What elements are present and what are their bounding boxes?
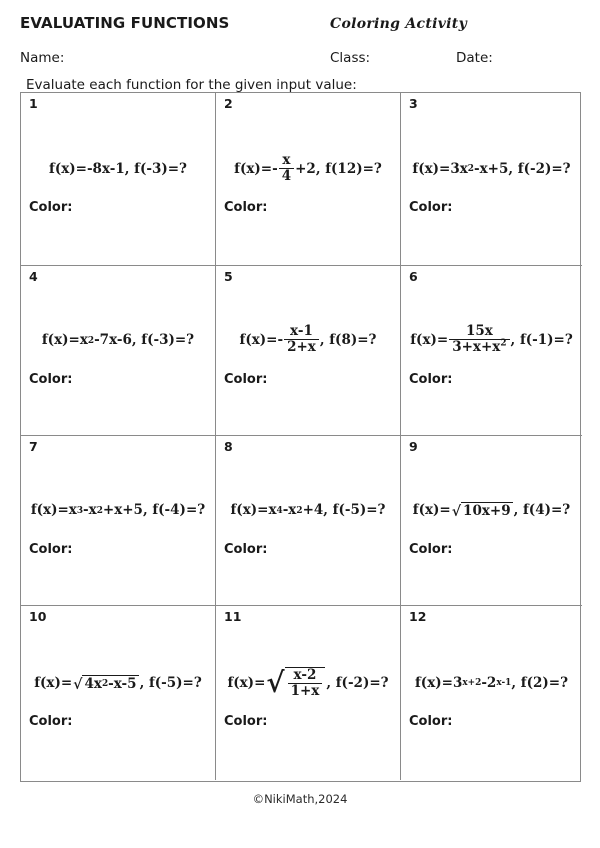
problem-number: 2 [224, 96, 233, 111]
equation-prefix: f(x)= [227, 674, 266, 691]
instructions-text: Evaluate each function for the given input value: [26, 77, 357, 93]
problem-number: 9 [409, 439, 418, 454]
problem-equation [29, 152, 207, 186]
problem-cell-9[interactable] [401, 436, 582, 606]
problem-number: 10 [29, 609, 47, 624]
problem-equation: f(x)=x 2 -7x-6, f(-3)=? [41, 332, 195, 349]
problem-body [29, 454, 207, 599]
problem-body [29, 284, 207, 429]
equation-mid: , [326, 674, 332, 691]
fraction [288, 668, 323, 700]
color-answer-label[interactable]: Color: [409, 200, 453, 216]
problem-number: 6 [409, 269, 418, 284]
fraction-denominator: 1+x [290, 682, 320, 699]
problem-cell-2[interactable] [216, 93, 401, 266]
color-answer-label[interactable]: Color: [409, 541, 453, 557]
equation-mid: +2, [295, 160, 321, 177]
problem-number: 1 [29, 96, 38, 111]
color-answer-label[interactable]: Color: [29, 541, 73, 557]
problem-cell-1[interactable] [21, 93, 216, 266]
equation-suffix: f(-3)=? [141, 332, 195, 349]
problem-equation: f(x)=3 x+2 -2 x-1 , f(2)=? [415, 674, 568, 691]
radicand-suffix: -x-5 [108, 675, 137, 692]
radicand [285, 667, 326, 701]
problem-cell-3[interactable] [401, 93, 582, 266]
equation-suffix: f(2)=? [520, 674, 568, 691]
equation-mid: -7x-6, [94, 332, 137, 349]
color-answer-label[interactable]: Color: [224, 714, 268, 730]
activity-subtitle: Coloring Activity [330, 16, 467, 32]
problem-body [224, 624, 392, 774]
fraction-numerator: x [279, 153, 294, 169]
problem-cell-10[interactable] [21, 606, 216, 780]
equation-suffix: f(-3)=? [134, 160, 187, 177]
problem-body [409, 111, 574, 259]
problem-cell-7[interactable] [21, 436, 216, 606]
problem-equation: f(x)=x 3 -x 2 +x+5, f(-4)=? [30, 502, 206, 519]
problem-body [409, 624, 574, 774]
problem-body [409, 454, 574, 599]
problem-body [224, 111, 392, 259]
problem-equation [409, 494, 574, 528]
equation-suffix: f(-2)=? [517, 160, 571, 177]
equation-mid: -2 [481, 674, 497, 691]
problem-number: 8 [224, 439, 233, 454]
problem-cell-6[interactable] [401, 266, 582, 436]
equation-prefix: f(x)=- [239, 332, 284, 349]
problem-equation [29, 666, 207, 700]
equation-prefix: f(x)= [34, 674, 73, 691]
problem-cell-5[interactable] [216, 266, 401, 436]
square-root-icon [266, 667, 325, 701]
radicand-prefix: 4x [84, 675, 102, 692]
problem-grid [20, 92, 581, 782]
problem-number: 3 [409, 96, 418, 111]
equation-mid: -x [282, 502, 297, 519]
problem-number: 5 [224, 269, 233, 284]
equation-suffix: f(-5)=? [332, 502, 386, 519]
fraction-denominator [449, 340, 509, 356]
square-root-icon [452, 502, 513, 520]
equation-prefix: f(x)=x [41, 332, 88, 349]
equation-mid-2: +x+5, [102, 502, 148, 519]
problem-number: 11 [224, 609, 242, 624]
radicand: 10x+9 [463, 503, 511, 520]
equation-prefix: f(x)=3x [412, 160, 468, 177]
equation-prefix: f(x)=x [30, 502, 77, 519]
equation-prefix: f(x)=3 [415, 674, 463, 691]
fraction [284, 324, 319, 356]
fraction [279, 153, 294, 185]
equation-suffix: f(-1)=? [519, 332, 573, 349]
equation-suffix: f(8)=? [329, 332, 377, 349]
problem-cell-12[interactable] [401, 606, 582, 780]
fraction-numerator: 15x [449, 324, 509, 340]
color-answer-label[interactable]: Color: [29, 371, 73, 387]
equation-suffix: f(-4)=? [152, 502, 206, 519]
denominator-exponent: 2 [500, 338, 507, 349]
radicand: 4x 2 -x-5 [84, 675, 137, 692]
equation-mid-2: , [511, 674, 517, 691]
equation-mid-2: +4, [302, 502, 328, 519]
equation-mid: , [510, 332, 516, 349]
problem-body [224, 284, 392, 429]
problem-equation [409, 324, 574, 358]
fraction-numerator: x-2 [288, 668, 323, 684]
fraction-denominator: 2+x [287, 339, 316, 356]
fraction-denominator: 4 [281, 167, 292, 184]
footer-credit: ©NikiMath,2024 [252, 792, 348, 806]
title-row [20, 14, 580, 40]
radical-sign: √ [266, 666, 285, 700]
problem-number: 4 [29, 269, 38, 284]
problem-number: 12 [409, 609, 427, 624]
equation-mid: , [139, 674, 145, 691]
problem-equation: f(x)=3x 2 -x+5, f(-2)=? [412, 160, 571, 177]
problem-cell-8[interactable] [216, 436, 401, 606]
color-answer-label[interactable]: Color: [224, 371, 268, 387]
problem-body [29, 111, 207, 259]
fraction-numerator: x-1 [284, 324, 319, 340]
radical-sign: √ [451, 504, 462, 521]
equation-mid: -x [83, 502, 97, 519]
worksheet-header [0, 0, 600, 93]
problem-body [29, 624, 207, 774]
equation-prefix: f(x)=-8x-1, [49, 160, 130, 177]
problem-cell-11[interactable] [216, 606, 401, 780]
color-answer-label[interactable]: Color: [224, 200, 268, 216]
problem-equation: f(x)=x 4 -x 2 +4, f(-5)=? [230, 502, 386, 519]
square-root-icon [73, 675, 138, 693]
equation-mid: -x+5, [474, 160, 514, 177]
equation-prefix: f(x)=- [234, 160, 278, 177]
problem-equation [224, 666, 392, 700]
problem-cell-4[interactable] [21, 266, 216, 436]
equation-mid: , [319, 332, 325, 349]
color-answer-label[interactable]: Color: [409, 714, 453, 730]
equation-suffix: f(12)=? [325, 160, 382, 177]
page-title: EVALUATING FUNCTIONS [20, 14, 230, 32]
class-field-label[interactable]: Class: [330, 50, 371, 66]
problem-equation [224, 324, 392, 358]
equation-prefix: f(x)=x [230, 502, 277, 519]
problem-number: 7 [29, 439, 38, 454]
student-info-row [20, 50, 580, 66]
equation-prefix: f(x)= [412, 502, 451, 519]
equation-mid: , [513, 502, 519, 519]
color-answer-label[interactable]: Color: [29, 200, 73, 216]
name-field-label[interactable]: Name: [20, 50, 65, 66]
equation-suffix: f(-2)=? [335, 674, 389, 691]
fraction [449, 324, 509, 356]
color-answer-label[interactable]: Color: [409, 371, 453, 387]
radical-sign: √ [73, 676, 83, 693]
color-answer-label[interactable]: Color: [224, 541, 268, 557]
problem-body [224, 454, 392, 599]
color-answer-label[interactable]: Color: [29, 714, 73, 730]
date-field-label[interactable]: Date: [456, 50, 493, 66]
problem-body [409, 284, 574, 429]
problem-equation [224, 152, 392, 186]
denominator-base: 3+x+x [452, 339, 501, 356]
equation-prefix: f(x)= [410, 332, 449, 349]
equation-suffix: f(4)=? [523, 502, 571, 519]
equation-suffix: f(-5)=? [148, 674, 202, 691]
